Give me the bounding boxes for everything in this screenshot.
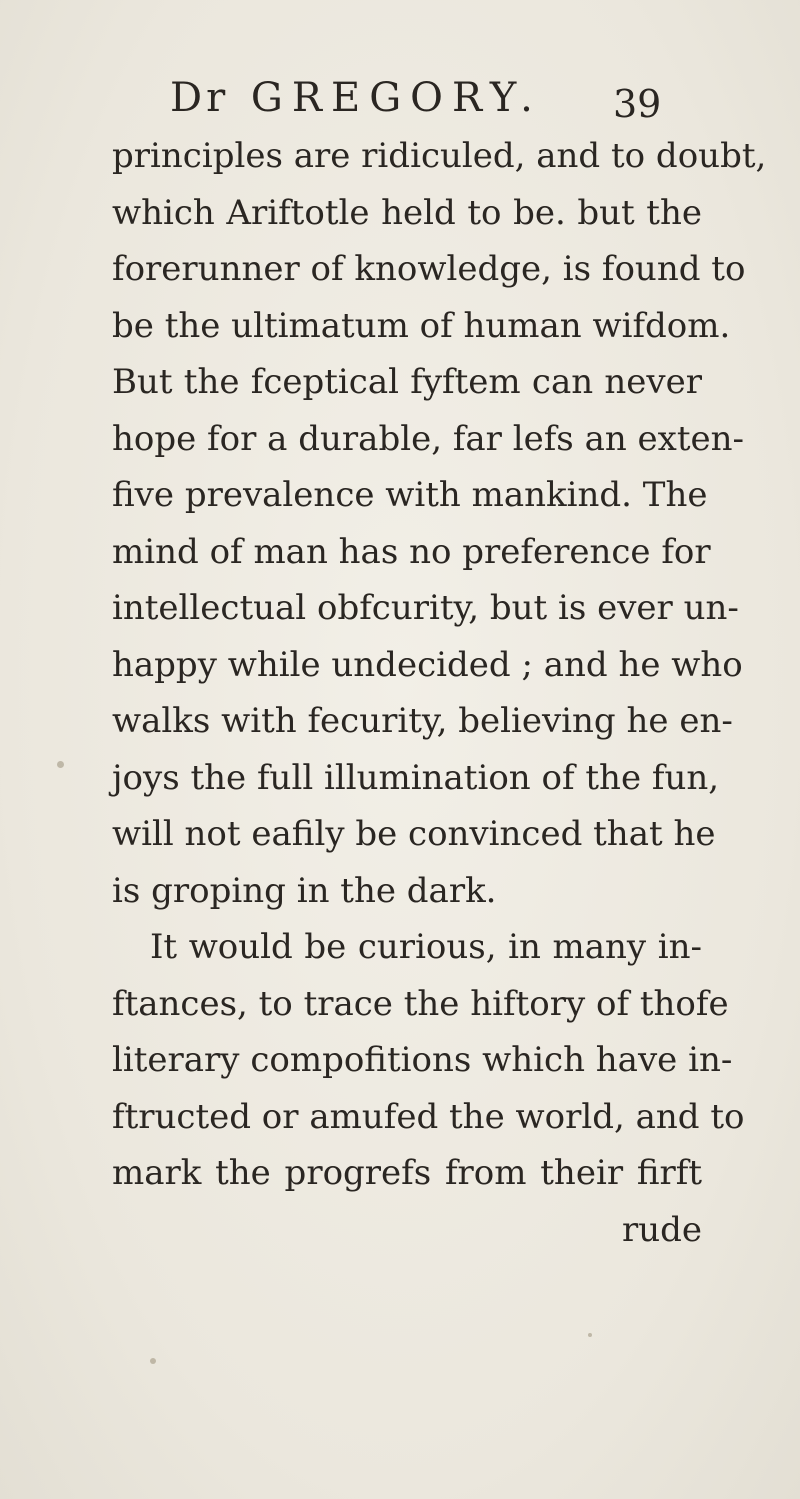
text-line: be the ultimatum of human wifdom. xyxy=(112,305,731,346)
foxing-spot xyxy=(57,761,64,768)
foxing-spot xyxy=(150,1358,156,1364)
body-text xyxy=(112,128,767,1258)
text-line: It would be curious, in many in- xyxy=(150,927,702,967)
text-line: intellectual obfcurity, but is ever un- xyxy=(112,588,739,628)
text-line: forerunner of knowledge, is found to xyxy=(112,249,746,289)
text-line: ftructed or amufed the world, and to xyxy=(112,1096,745,1137)
text-line: walks with fecurity, believing he en- xyxy=(112,701,733,741)
catchword: rude xyxy=(621,1209,702,1250)
text-line: mark the progrefs from their firft xyxy=(112,1153,702,1193)
text-line: principles are ridiculed, and to doubt, xyxy=(112,136,767,176)
foxing-spot xyxy=(588,1333,592,1337)
text-line: happy while undecided ; and he who xyxy=(112,644,743,685)
running-head-name: GREGORY. xyxy=(250,75,542,121)
text-line: joys the full illumination of the fun, xyxy=(112,757,720,798)
running-head-prefix: Dr xyxy=(170,75,230,121)
text-line: mind of man has no preference for xyxy=(112,531,711,572)
text-line: hope for a durable, far lefs an exten- xyxy=(112,418,745,459)
text-line: ftances, to trace the hiftory of thofe xyxy=(112,983,729,1024)
text-line: is groping in the dark. xyxy=(112,870,497,911)
running-head-title xyxy=(170,70,542,126)
text-line: literary compofitions which have in- xyxy=(112,1040,733,1080)
running-header xyxy=(0,70,800,126)
text-line: But the fceptical fyftem can never xyxy=(112,362,702,402)
page-number: 39 xyxy=(613,82,662,126)
text-line: which Ariftotle held to be. but the xyxy=(112,192,702,233)
text-line: five prevalence with mankind. The xyxy=(112,475,708,515)
text-line: will not eafily be convinced that he xyxy=(112,814,716,854)
